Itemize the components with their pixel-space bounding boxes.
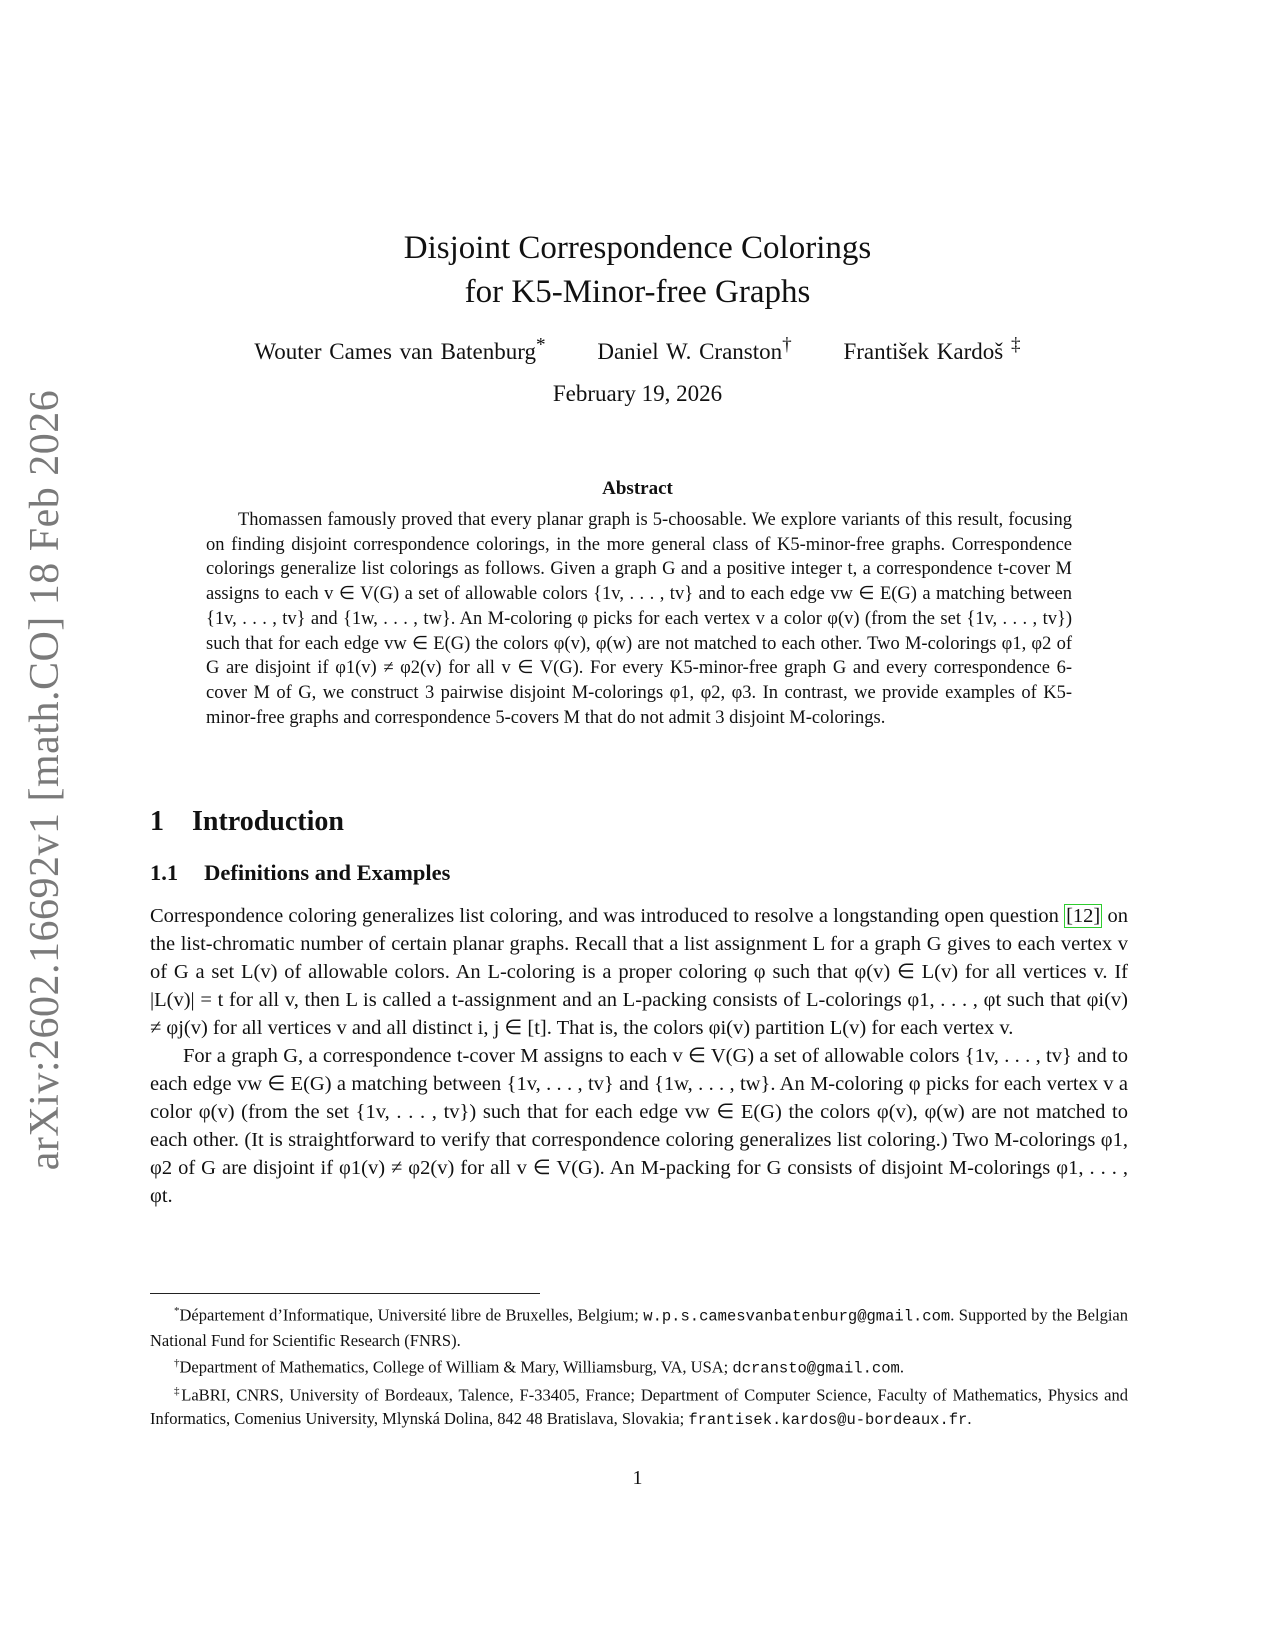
citation-link-12[interactable]: [12] <box>1066 905 1101 927</box>
subsection-number: 1.1 <box>150 860 179 885</box>
author-1: Wouter Cames van Batenburg* <box>254 334 546 364</box>
paper-date: February 19, 2026 <box>552 381 723 406</box>
body-text <box>150 902 1128 1210</box>
footnote-1: *Département d’Informatique, Université libre de Bruxelles, Belgium; w.p.s.camesvanbatenburg@gmail.com. Supported by the Belgian National Fund for Scientific Research (FNRS). <box>150 1305 1128 1350</box>
section-title: Introduction <box>192 806 344 837</box>
page-number: 1 <box>632 1467 643 1489</box>
footnote-rule <box>150 1293 540 1294</box>
email-link-1[interactable]: w.p.s.camesvanbatenburg@gmail.com <box>643 1307 951 1326</box>
footnotes <box>150 1300 1128 1432</box>
abstract-text: Thomassen famously proved that every planar graph is 5-choosable. We explore variants of this result, focusing on finding disjoint correspondence colorings, in the more general class of K5-minor-free graphs. Correspondence colorings generalize list colorings as follows. Given a graph G and a positive integer t, a correspondence t-cover M assigns to each v ∈ V(G) a set of allowable colors {1v, . . . , tv} and to each edge vw ∈ E(G) a matching between {1v, . . . , tv} and {1w, . . . , tw}. An M-coloring φ picks for each vertex v a color φ(v) (from the set {1v, . . . , tv}) such that for each edge vw ∈ E(G) the colors φ(v), φ(w) are not matched to each other. Two M-colorings φ1, φ2 of G are disjoint if φ1(v) ≠ φ2(v) for all v ∈ V(G). For every K5-minor-free graph G and every correspondence 6-cover M of G, we construct 3 pairwise disjoint M-colorings φ1, φ2, φ3. In contrast, we provide examples of K5-minor-free graphs and correspondence 5-covers M that do not admit 3 disjoint M-colorings. <box>206 510 1072 728</box>
author-list <box>0 334 1275 365</box>
abstract-heading: Abstract <box>602 478 673 499</box>
footnote-3: ‡LaBRI, CNRS, University of Bordeaux, Talence, F-33405, France; Department of Computer Science, Faculty of Mathematics, Physics and Informatics, Comenius University, Mlynská Dolina, 842 48 Bratislava, Slovakia; frantisek.kardos@u-bordeaux.fr. <box>150 1385 1128 1429</box>
title-line-1: Disjoint Correspondence Colorings <box>403 230 872 266</box>
arxiv-stamp-text: arXiv:2602.16692v1 [math.CO] 18 Feb 2026 <box>22 389 68 1171</box>
title-line-2: for K5-Minor-free Graphs <box>464 274 811 310</box>
author-2: Daniel W. Cranston† <box>597 334 792 364</box>
paper-title <box>0 226 1275 314</box>
footnote-2: †Department of Mathematics, College of William & Mary, Williamsburg, VA, USA; dcransto@gmail.com. <box>174 1356 904 1377</box>
author-3: František Kardoš ‡ <box>843 334 1021 364</box>
subsection-heading <box>150 860 450 886</box>
section-number: 1 <box>150 806 164 837</box>
email-link-2[interactable]: dcransto@gmail.com <box>732 1359 900 1377</box>
arxiv-stamp <box>22 389 68 1171</box>
paragraph-1: Correspondence coloring generalizes list coloring, and was introduced to resolve a longstanding open question [12] on the list-chromatic number of certain planar graphs. Recall that a list assignment L for a graph G gives to each vertex v of G a set L(v) of allowable colors. An L-coloring is a proper coloring φ such that φ(v) ∈ L(v) for all vertices v. If |L(v)| = t for all v, then L is called a t-assignment and an L-packing consists of L-colorings φ1, . . . , φt such that φi(v) ≠ φj(v) for all vertices v and all distinct i, j ∈ [t]. That is, the colors φi(v) partition L(v) for each vertex v. <box>150 905 1128 1039</box>
section-heading <box>150 806 344 838</box>
subsection-title: Definitions and Examples <box>204 860 451 885</box>
paragraph-2: For a graph G, a correspondence t-cover M assigns to each v ∈ V(G) a set of allowable colors {1v, . . . , tv} and to each edge vw ∈ E(G) a matching between {1v, . . . , tv} and {1w, . . . , tw}. An M-coloring φ picks for each vertex v a color φ(v) (from the set {1v, . . . , tv}) such that for each edge vw ∈ E(G) the colors φ(v), φ(w) are not matched to each other. (It is straightforward to verify that correspondence coloring generalizes list coloring.) Two M-colorings φ1, φ2 of G are disjoint if φ1(v) ≠ φ2(v) for all v ∈ V(G). An M-packing for G consists of disjoint M-colorings φ1, . . . , φt. <box>150 1045 1128 1207</box>
email-link-3[interactable]: frantisek.kardos@u-bordeaux.fr <box>688 1410 968 1429</box>
